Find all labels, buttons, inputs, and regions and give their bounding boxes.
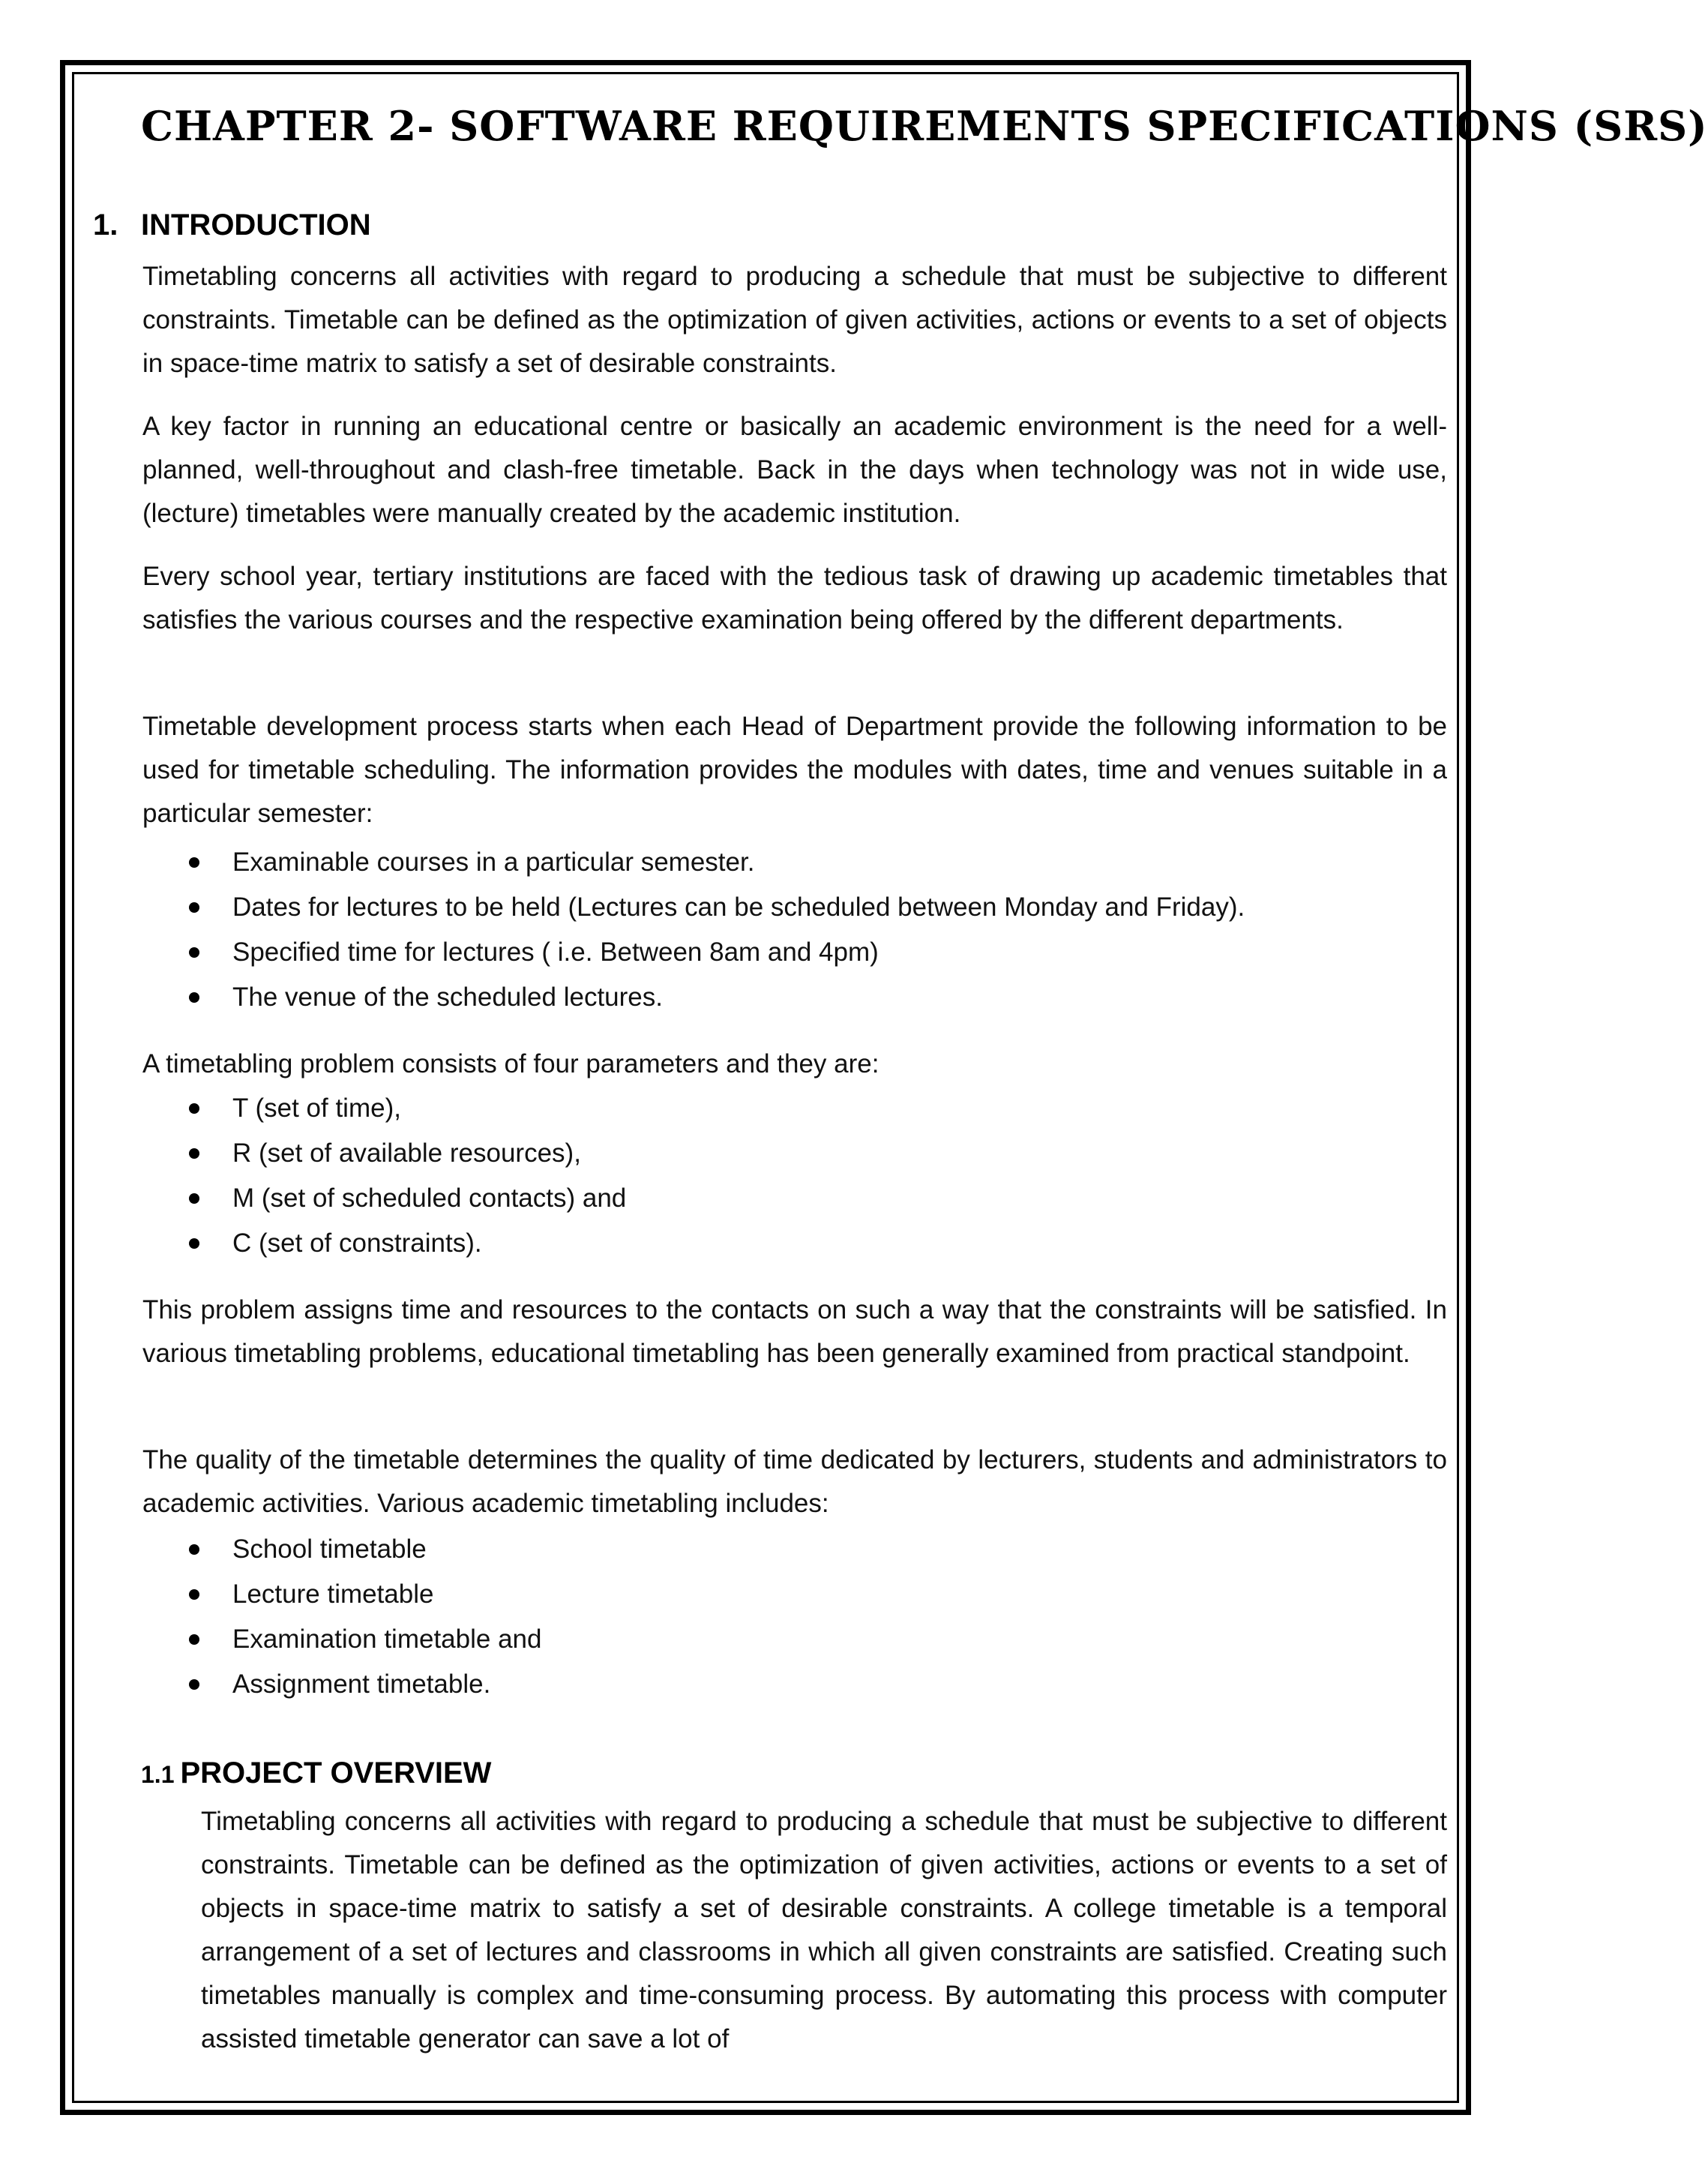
intro-paragraph-2: A key factor in running an educational centre or basically an academic environment is the need for a well-planned, well-throughout and clash-free timetable. Back in the days when technology was not in wide use, (lecture) timetables were manually created by the academic institution. (142, 412, 1447, 528)
bullet-icon (189, 1103, 199, 1114)
bullet-icon (189, 992, 199, 1003)
bullet-icon (189, 1544, 199, 1555)
subsection-number: 1.1 (141, 1761, 175, 1788)
list-item: Assignment timetable. (189, 1662, 1449, 1707)
intro-paragraph-3: Every school year, tertiary institutions are faced with the tedious task of drawing up academic timetables that satisfies the various courses and the respective examination being offered by the different departments. (142, 562, 1447, 634)
chapter-title: CHAPTER 2- SOFTWARE REQUIREMENTS SPECIFICATIONS (SRS) (141, 102, 1708, 150)
bullet-icon (189, 1589, 199, 1600)
list-item: C (set of constraints). (189, 1221, 1449, 1266)
list-item: Specified time for lectures ( i.e. Between 8am and 4pm) (189, 930, 1449, 975)
overview-paragraph: Timetabling concerns all activities with regard to producing a schedule that must be subjective to different constraints. Timetable can be defined as the optimization of given activities, actions or events to a set of objects in space-time matrix to satisfy a set of desirable constraints. A college timetable is a temporal arrangement of a set of lectures and classrooms in which all given constraints are satisfied. Creating such timetables manually is complex and time-consuming process. By automating this process with computer assisted timetable generator can save a lot of (201, 1807, 1447, 2054)
bullet-icon (189, 1238, 199, 1249)
bullet-icon (189, 902, 199, 913)
problem-paragraph: This problem assigns time and resources to the contacts on such a way that the constraints will be satisfied. In various timetabling problems, educational timetabling has been generally examined from practical standpoint. (142, 1295, 1447, 1368)
list-item: Examinable courses in a particular semester. (189, 840, 1449, 885)
list-item: School timetable (189, 1527, 1449, 1572)
bullet-icon (189, 1634, 199, 1645)
list-item: R (set of available resources), (189, 1131, 1449, 1176)
bullet-icon (189, 1679, 199, 1690)
section-number: 1. (93, 208, 118, 242)
section-heading-introduction (93, 208, 371, 242)
list-item: T (set of time), (189, 1086, 1449, 1131)
bullet-icon (189, 857, 199, 868)
subsection-title: PROJECT OVERVIEW (180, 1756, 492, 1790)
parameter-bullet-list (189, 1086, 1449, 1266)
list-item: Lecture timetable (189, 1572, 1449, 1617)
section-title: INTRODUCTION (141, 208, 371, 242)
timetable-type-bullet-list (189, 1527, 1449, 1707)
bullet-icon (189, 1193, 199, 1204)
info-bullet-list (189, 840, 1449, 1020)
list-item: M (set of scheduled contacts) and (189, 1176, 1449, 1221)
bullet-icon (189, 1148, 199, 1159)
intro-paragraph-4: Timetable development process starts when each Head of Department provide the following information to be used for timetable scheduling. The information provides the modules with dates, time and venues suitable in a particular semester: (142, 712, 1447, 828)
quality-paragraph: The quality of the timetable determines the quality of time dedicated by lecturers, students and administrators to academic activities. Various academic timetabling includes: (142, 1445, 1447, 1518)
intro-paragraph-1: Timetabling concerns all activities with regard to producing a schedule that must be subjective to different constraints. Timetable can be defined as the optimization of given activities, actions or events to a set of objects in space-time matrix to satisfy a set of desirable constraints. (142, 262, 1447, 378)
bullet-icon (189, 947, 199, 958)
parameters-intro: A timetabling problem consists of four parameters and they are: (142, 1049, 879, 1078)
list-item: Dates for lectures to be held (Lectures can be scheduled between Monday and Friday). (189, 885, 1449, 930)
subsection-heading-project-overview (141, 1756, 491, 1790)
list-item: Examination timetable and (189, 1617, 1449, 1662)
list-item: The venue of the scheduled lectures. (189, 975, 1449, 1020)
